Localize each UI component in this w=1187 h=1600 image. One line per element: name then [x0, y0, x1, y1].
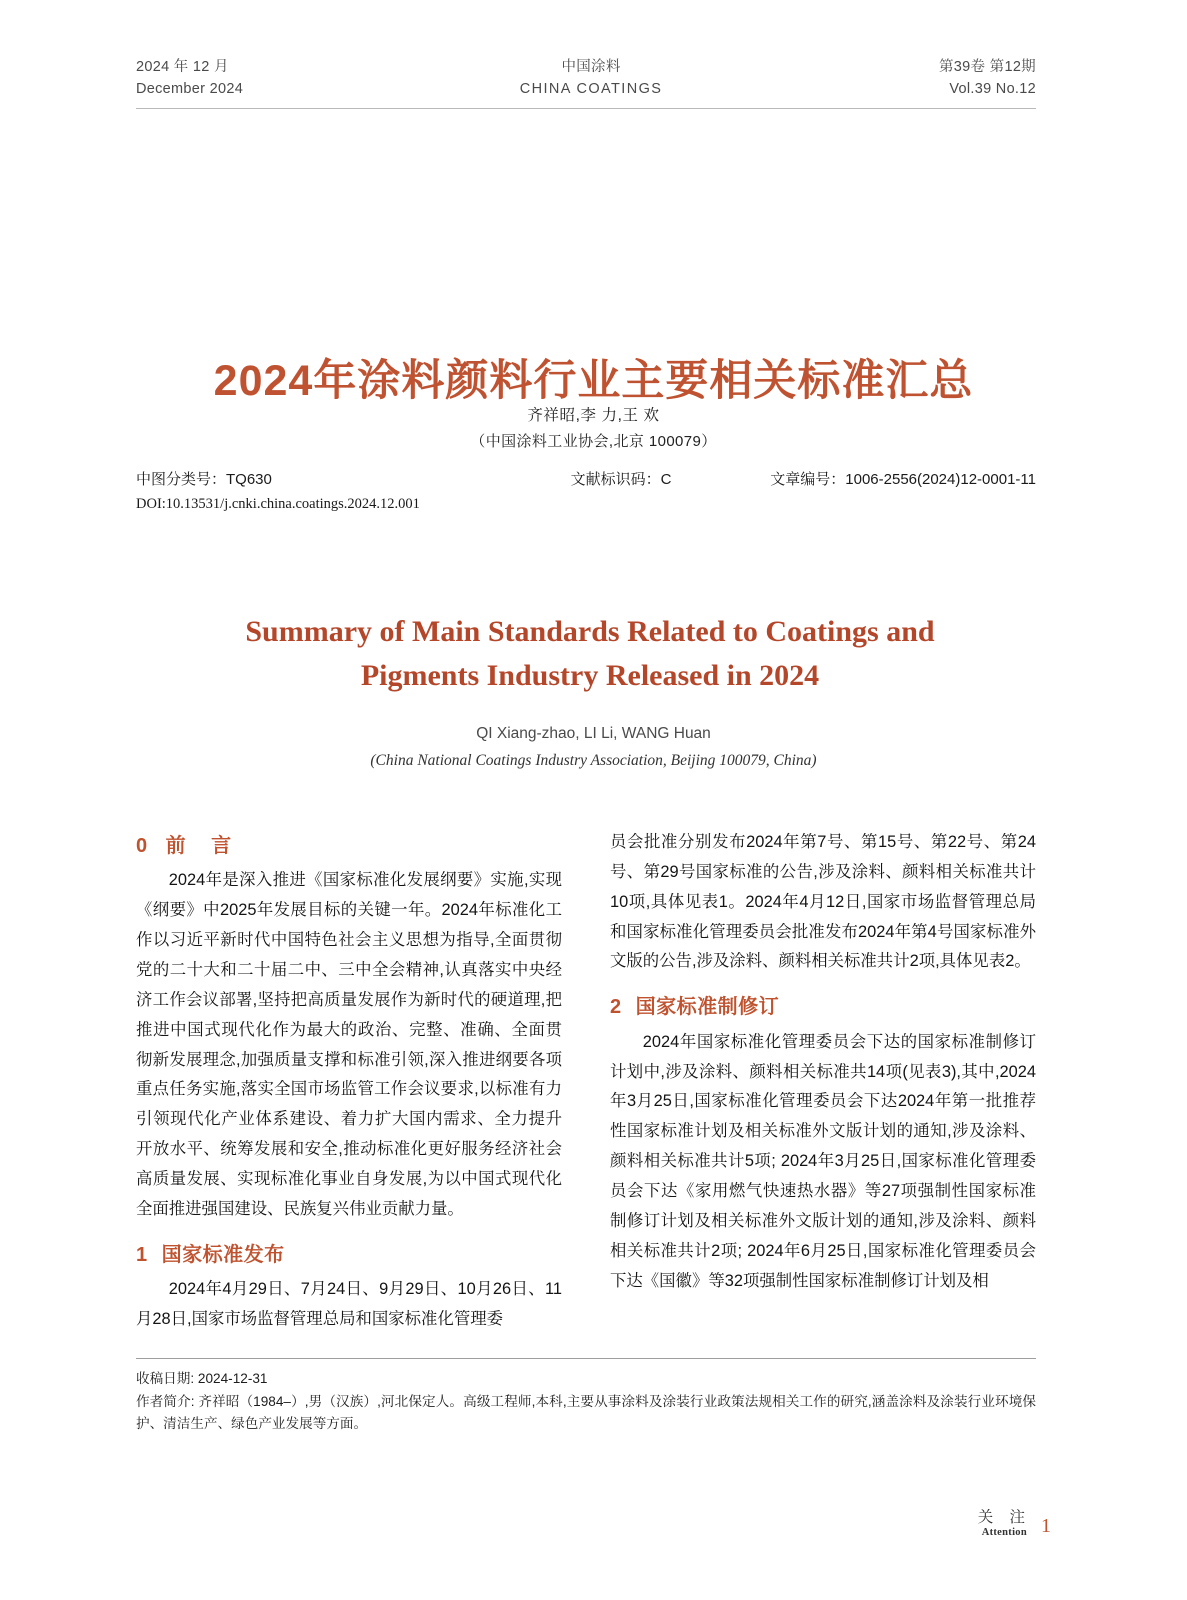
running-head: [136, 56, 1036, 109]
body-column-left: [136, 828, 562, 1348]
section-number-0: 0: [136, 835, 148, 857]
page-number: 1: [1041, 1515, 1051, 1537]
section-heading-1: [136, 1237, 562, 1273]
affiliation-cn: （中国涂料工业协会,北京 100079）: [470, 433, 717, 450]
article-body: [136, 828, 1036, 1348]
section-title-1: 国家标准发布: [161, 1243, 285, 1266]
section-title-2: 国家标准制修订: [635, 996, 780, 1019]
page-title-cn: 2024年涂料颜料行业主要相关标准汇总: [213, 356, 974, 405]
page-footer: [978, 1505, 1051, 1538]
volume-issue-cn: 第39卷 第12期: [939, 59, 1036, 75]
page-title-en-line1: Summary of Main Standards Related to Coatings and: [245, 615, 935, 648]
journal-name-cn: 中国涂料: [561, 59, 621, 75]
section-heading-2: [610, 989, 1036, 1025]
journal-name-en: CHINA COATINGS: [519, 81, 663, 98]
section-2-paragraph: 2024年国家标准化管理委员会下达的国家标准制修订计划中,涉及涂料、颜料相关标准共14项(见表3),其中,2024年3月25日,国家标准化管理委员会下达2024年第一批推荐性国家标准计划及相关标准外文版计划的通知,涉及涂料、颜料相关标准共计5项; 2024年3月25日,国家标准化管理委员会下达《家用燃气快速热水器》等27项强制性国家标准制修订计划及相关标准外文版计划的通知,涉及涂料、颜料相关标准共计2项; 2024年6月25日,国家标准化管理委员会下达《国徽》等32项强制性国家标准制修订计划及相: [610, 1032, 1036, 1290]
section-1-paragraph-part2: 员会批准分别发布2024年第7号、第15号、第22号、第24号、第29号国家标准的公告,涉及涂料、颜料相关标准共计10项,具体见表1。2024年4月12日,国家市场监督管理总局和国家标准化管理委员会批准发布2024年第4号国家标准外文版的公告,涉及涂料、颜料相关标准共计2项,具体见表2。: [610, 833, 1036, 971]
authors-cn: 齐祥昭,李 力,王 欢: [527, 407, 660, 424]
section-title-0: 前 言: [165, 835, 242, 857]
column-label-en: Attention: [981, 1527, 1027, 1538]
column-label-cn: 关 注: [977, 1509, 1031, 1526]
authors-en: QI Xiang-zhao, LI Li, WANG Huan: [476, 725, 711, 742]
page-title-en-line2: Pigments Industry Released in 2024: [360, 659, 820, 693]
received-date: 收稿日期: 2024-12-31: [136, 1371, 268, 1386]
section-number-2: 2: [610, 996, 622, 1019]
running-head-right: [939, 56, 1036, 101]
clc-number: 中图分类号：TQ630: [136, 471, 272, 488]
footnotes: [136, 1358, 1036, 1436]
section-number-1: 1: [136, 1243, 148, 1266]
doi: DOI:10.13531/j.cnki.china.coatings.2024.12.001: [136, 496, 420, 512]
volume-issue-en: Vol.39 No.12: [949, 81, 1036, 98]
running-head-center: [520, 56, 663, 101]
body-column-right: [610, 828, 1036, 1348]
page-title-en: [150, 610, 1030, 699]
issue-date-cn: 2024 年 12 月: [136, 59, 229, 75]
affiliation-en: (China National Coatings Industry Association, Beijing 100079, China): [370, 752, 817, 769]
author-bio: 作者简介: 齐祥昭（1984–）,男（汉族）,河北保定人。高级工程师,本科,主要从事涂料及涂装行业政策法规相关工作的研究,涵盖涂料及涂装行业环境保护、清洁生产、绿色产业发展等方面。: [136, 1394, 1036, 1432]
article-meta: [136, 468, 1036, 489]
section-0-paragraph: 2024年是深入推进《国家标准化发展纲要》实施,实现《纲要》中2025年发展目标的关键一年。2024年标准化工作以习近平新时代中国特色社会主义思想为指导,全面贯彻党的二十大和二十届二中、三中全会精神,认真落实中央经济工作会议部署,坚持把高质量发展作为新时代的硬道理,把推进中国式现代化作为最大的政治、完整、准确、全面贯彻新发展理念,加强质量支撑和标准引领,深入推进纲要各项重点任务实施,落实全国市场监管工作会议要求,以标准有力引领现代化产业体系建设、着力扩大国内需求、全力提升开放水平、统筹发展和安全,推动标准化更好服务经济社会高质量发展、实现标准化事业自身发展,为以中国式现代化全面推进强国建设、民族复兴伟业贡献力量。: [136, 871, 562, 1218]
column-label: [978, 1505, 1031, 1538]
document-code: 文献标识码：C: [570, 471, 672, 488]
section-1-paragraph-part1: 2024年4月29日、7月24日、9月29日、10月26日、11月28日,国家市场监督管理总局和国家标准化管理委: [136, 1280, 562, 1328]
section-heading-0: [136, 828, 562, 864]
running-head-left: [136, 56, 243, 101]
issue-date-en: December 2024: [136, 81, 244, 98]
article-number: 文章编号：1006-2556(2024)12-0001-11: [770, 471, 1036, 488]
